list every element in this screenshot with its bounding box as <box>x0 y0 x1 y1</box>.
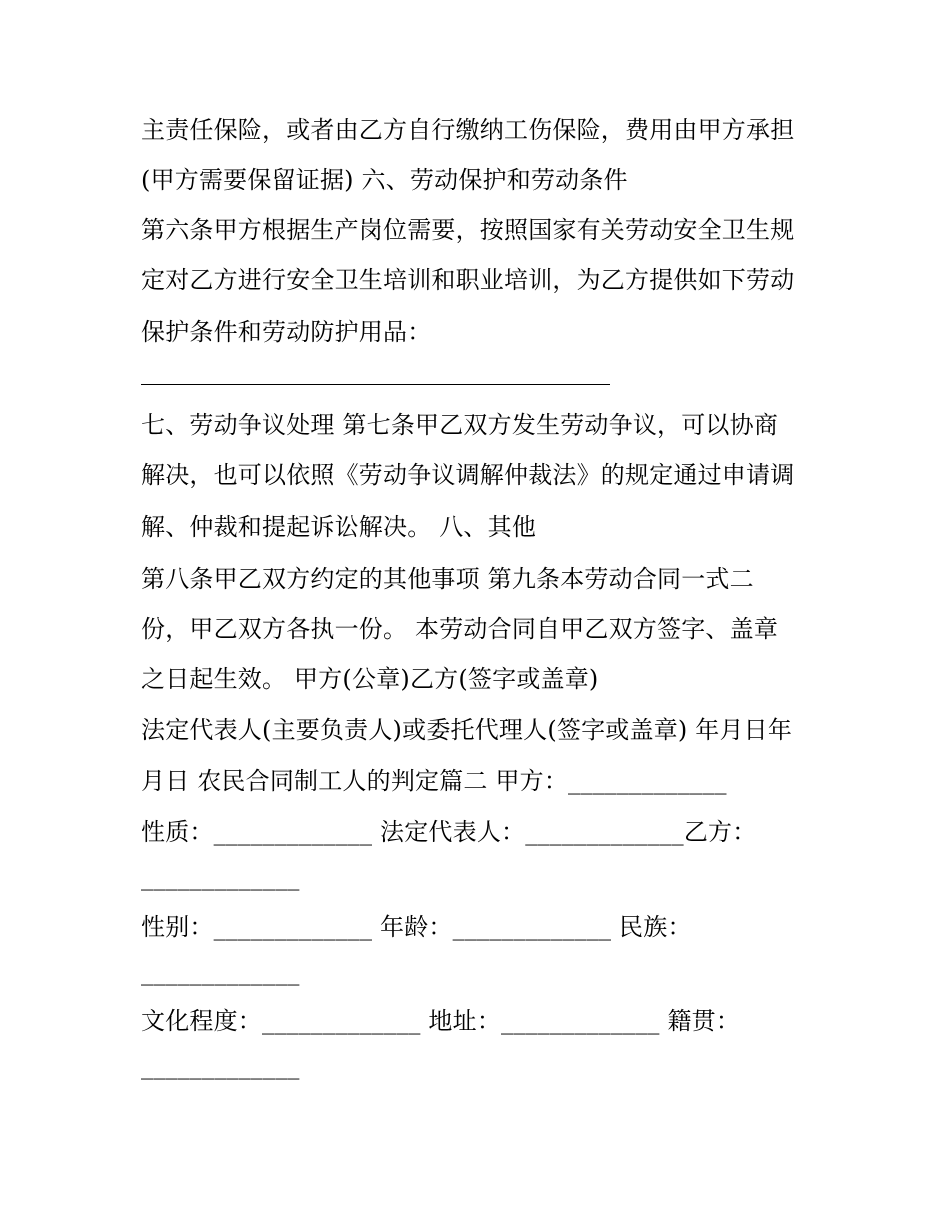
text-line-2: (甲方需要保留证据) 六、劳动保护和劳动条件 <box>141 166 628 194</box>
text-line-15: _____________ <box>141 863 300 891</box>
text-line-16: 性别：_____________ 年龄：_____________ 民族： <box>141 913 692 941</box>
text-line-12: 法定代表人(主要负责人)或委托代理人(签字或盖章) 年月日年 <box>141 716 793 744</box>
text-line-19: _____________ <box>141 1052 300 1080</box>
text-line-14: 性质：_____________ 法定代表人：_____________乙方： <box>141 818 757 846</box>
text-line-17: _____________ <box>141 958 300 986</box>
text-line-7: 解决，也可以依照《劳动争议调解仲裁法》的规定通过申请调 <box>141 461 795 489</box>
text-line-4: 定对乙方进行安全卫生培训和职业培训，为乙方提供如下劳动 <box>141 266 795 294</box>
blank-fill-rule <box>141 384 610 385</box>
text-line-8: 解、仲裁和提起诉讼解决。 八、其他 <box>141 513 537 541</box>
text-line-3: 第六条甲方根据生产岗位需要，按照国家有关劳动安全卫生规 <box>141 216 795 244</box>
text-line-5: 保护条件和劳动防护用品： <box>141 318 432 346</box>
text-line-1: 主责任保险，或者由乙方自行缴纳工伤保险，费用由甲方承担 <box>141 116 795 144</box>
text-line-18: 文化程度：_____________ 地址：_____________ 籍贯： <box>141 1007 741 1035</box>
text-line-13: 月日 农民合同制工人的判定篇二 甲方：_____________ <box>141 767 727 795</box>
text-line-9: 第八条甲乙双方约定的其他事项 第九条本劳动合同一式二 <box>141 565 754 593</box>
text-line-11: 之日起生效。 甲方(公章)乙方(签字或盖章) <box>141 665 599 693</box>
text-line-6: 七、劳动争议处理 第七条甲乙双方发生劳动争议，可以协商 <box>141 411 779 439</box>
text-line-10: 份，甲乙双方各执一份。 本劳动合同自甲乙双方签字、盖章 <box>141 615 779 643</box>
